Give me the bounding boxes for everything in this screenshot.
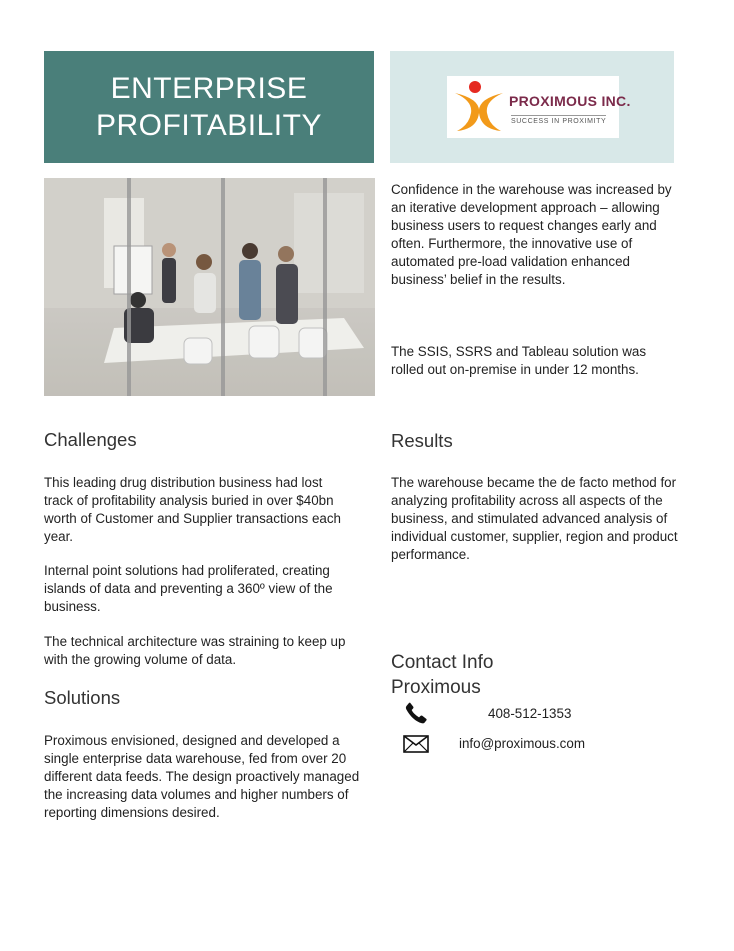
solutions-heading: Solutions bbox=[44, 687, 121, 708]
logo-brand-text: PROXIMOUS INC. bbox=[509, 93, 631, 109]
contact-heading bbox=[391, 650, 493, 700]
intro-paragraph-2: The SSIS, SSRS and Tableau solution was rolled out on-premise in under 12 months. bbox=[391, 344, 647, 377]
contact-heading-line-1: Contact Info bbox=[391, 652, 494, 673]
email-address[interactable]: info@proximous.com bbox=[459, 736, 585, 751]
office-meeting-photo bbox=[44, 178, 375, 396]
title-banner bbox=[44, 51, 374, 163]
logo-panel bbox=[390, 51, 674, 163]
contact-heading-line-2: Proximous bbox=[391, 677, 481, 698]
challenges-paragraph-2: Internal point solutions had proliferated, creating islands of data and preventing a 360º view of the business. bbox=[44, 563, 333, 614]
solutions-paragraph-1: Proximous envisioned, designed and developed a single enterprise data warehouse, fed from over 20 different data feeds. The design proactively managed the increasing data volumes and higher numbers of reporting dimensions desired. bbox=[44, 733, 360, 820]
results-paragraph-1: The warehouse became the de facto method for analyzing profitability across all aspects of the business, and stimulated advanced analysis of individual customer, supplier, region and product performance. bbox=[391, 475, 678, 562]
intro-paragraph-1: Confidence in the warehouse was increased by an iterative development approach – allowing business users to request changes early and often. Furthermore, the innovative use of automated pre-load validation enhanced business’ belief in the results. bbox=[391, 182, 672, 287]
title-line-2: PROFITABILITY bbox=[96, 109, 322, 142]
envelope-icon bbox=[403, 735, 429, 753]
logo-tagline: SUCCESS IN PROXIMITY bbox=[511, 115, 606, 125]
title-line-1: ENTERPRISE bbox=[110, 72, 308, 105]
challenges-paragraph-1: This leading drug distribution business had lost track of profitability analysis buried in over $40bn worth of Customer and Supplier transactions each year. bbox=[44, 475, 341, 544]
phone-icon bbox=[403, 700, 429, 726]
challenges-paragraph-3: The technical architecture was straining to keep up with the growing volume of data. bbox=[44, 634, 346, 667]
proximous-logo-mark-icon bbox=[451, 79, 507, 135]
company-logo bbox=[447, 76, 631, 138]
challenges-heading: Challenges bbox=[44, 429, 137, 450]
results-heading: Results bbox=[391, 430, 453, 451]
page-title bbox=[96, 70, 322, 144]
phone-number[interactable]: 408-512-1353 bbox=[488, 706, 572, 721]
